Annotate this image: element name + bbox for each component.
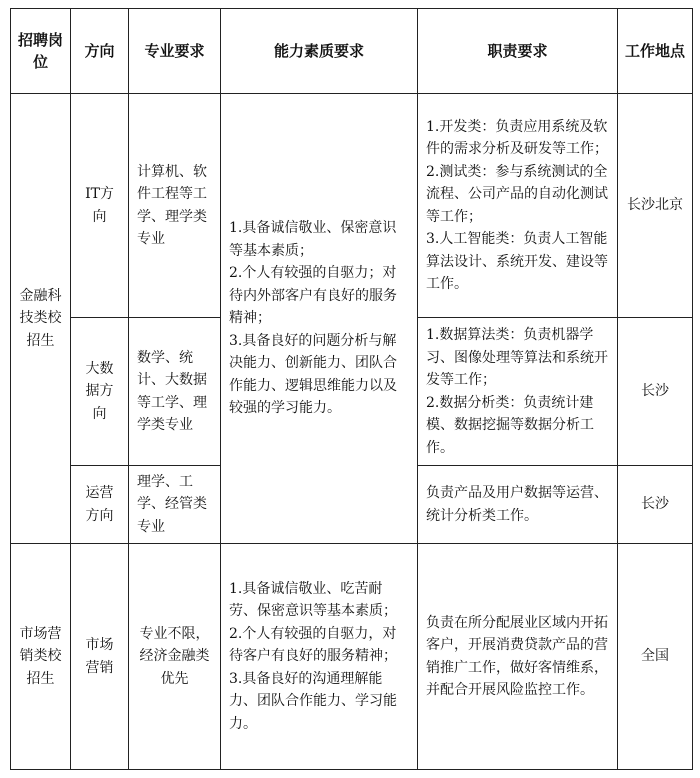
direction-cell: IT方向 [71,94,129,318]
header-position: 招聘岗位 [11,9,71,94]
direction-cell: 运营方向 [71,466,129,544]
position-cell: 市场营销类校招生 [11,544,71,770]
location-cell: 长沙 [618,318,693,466]
duty-item: 2.数据分析类：负责统计建模、数据挖掘等数据分析工作。 [426,394,594,456]
duty-cell [418,94,618,318]
header-ability: 能力素质要求 [221,9,418,94]
direction-cell: 市场营销 [71,544,129,770]
duty-item: 2.测试类：参与系统测试的全流程、公司产品的自动化测试等工作； [426,163,608,225]
recruitment-table [10,8,693,770]
table-row [11,94,693,318]
duty-item: 负责产品及用户数据等运营、统计分析类工作。 [426,485,608,524]
ability-item: 1.具备诚信敬业、吃苦耐劳、保密意识等基本素质； [229,580,397,620]
location-cell: 全国 [618,544,693,770]
header-row [11,9,693,94]
table-row [11,544,693,770]
header-major: 专业要求 [129,9,221,94]
major-cell: 数学、统计、大数据等工学、理学类专业 [129,318,221,466]
duty-cell [418,466,618,544]
location-cell: 长沙 [618,466,693,544]
location-cell: 长沙北京 [618,94,693,318]
ability-item: 2.个人有较强的自驱力；对待内外部客户有良好的服务精神； [229,265,397,327]
header-duty: 职责要求 [418,9,618,94]
duty-item: 1.数据算法类：负责机器学习、图像处理等算法和系统开发等工作； [426,327,608,388]
duty-item: 3.人工智能类：负责人工智能算法设计、系统开发、建设等工作。 [426,231,608,292]
ability-item: 2.个人有较强的自驱力，对待客户有良好的服务精神； [229,625,397,665]
major-cell: 理学、工学、经管类专业 [129,466,221,544]
ability-item: 3.具备良好的沟通理解能力、团队合作能力、学习能力。 [229,670,397,732]
ability-item: 3.具备良好的问题分析与解决能力、创新能力、团队合作能力、逻辑思维能力以及较强的学习能力。 [229,332,397,417]
ability-cell [221,544,418,770]
duty-item: 负责在所分配展业区域内开拓客户，开展消费贷款产品的营销推广工作，做好客情维系，并配合开展风险监控工作。 [426,614,608,698]
major-cell: 计算机、软件工程等工学、理学类专业 [129,94,221,318]
major-cell: 专业不限，经济金融类优先 [129,544,221,770]
header-location: 工作地点 [618,9,693,94]
duty-cell [418,318,618,466]
ability-cell [221,94,418,544]
header-direction: 方向 [71,9,129,94]
duty-item: 1.开发类：负责应用系统及软件的需求分析及研发等工作； [426,118,608,157]
direction-cell: 大数据方向 [71,318,129,466]
ability-item: 1.具备诚信敬业、保密意识等基本素质； [229,220,397,259]
position-cell: 金融科技类校招生 [11,94,71,544]
duty-cell [418,544,618,770]
